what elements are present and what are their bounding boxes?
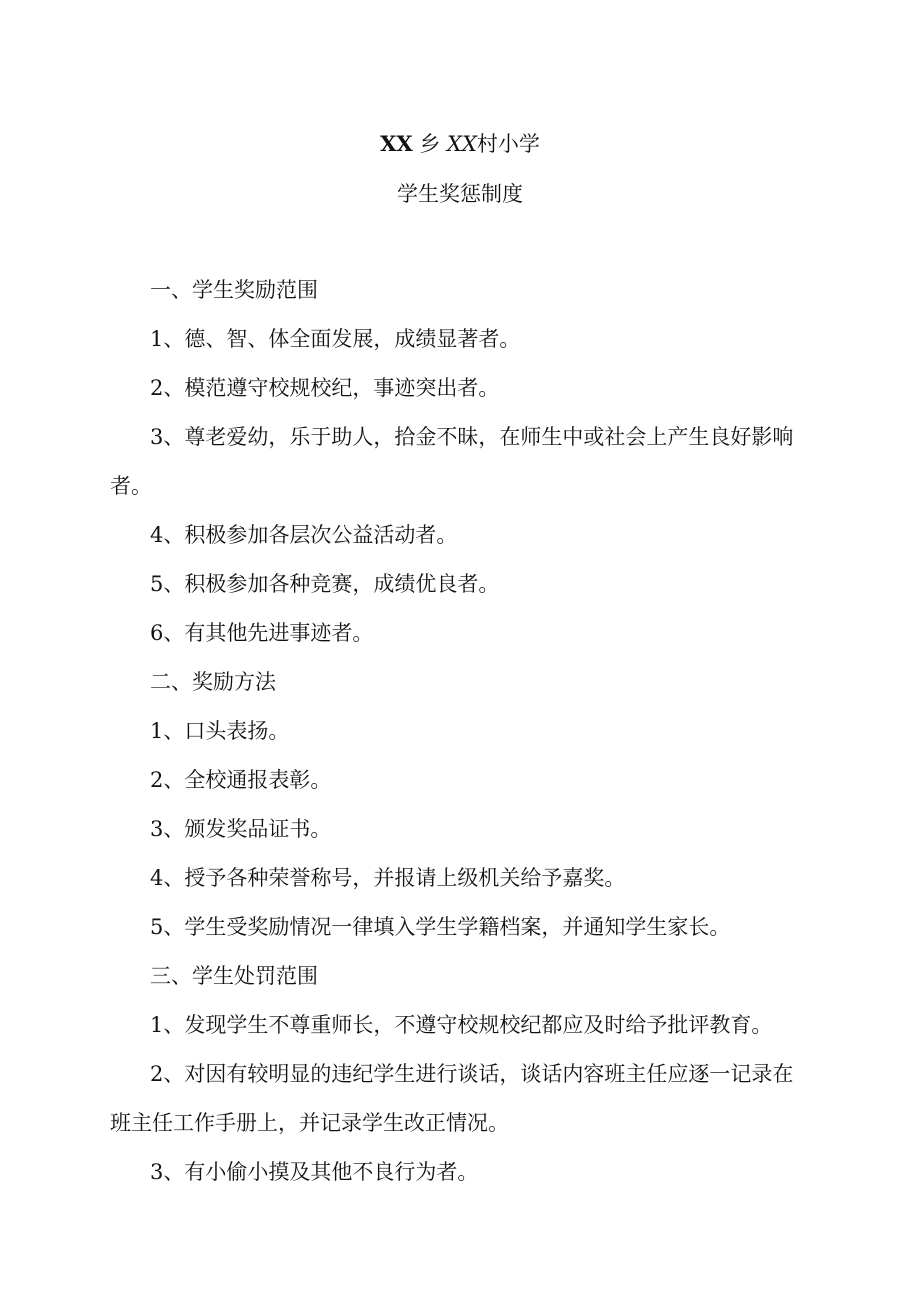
paragraph: 1、口头表扬。 bbox=[150, 719, 290, 743]
paragraph: 6、有其他先进事迹者。 bbox=[150, 621, 374, 645]
paragraph: 1、发现学生不尊重师长，不遵守校规校纪都应及时给予批评教育。 bbox=[150, 1013, 773, 1037]
paragraph: 5、积极参加各种竞赛，成绩优良者。 bbox=[150, 572, 500, 596]
title-prefix: XX bbox=[380, 131, 413, 156]
paragraph: 2、模范遵守校规校纪，事迹突出者。 bbox=[150, 376, 500, 400]
paragraph: 5、学生受奖励情况一律填入学生学籍档案，并通知学生家长。 bbox=[150, 915, 731, 939]
title-township: 乡 bbox=[412, 132, 448, 156]
section-heading-punishment-scope: 三、学生处罚范围 bbox=[150, 964, 318, 988]
paragraph-continuation: 班主任工作手册上，并记录学生改正情况。 bbox=[110, 1111, 509, 1135]
title-village: XX bbox=[447, 132, 477, 156]
title-school: 村小学 bbox=[476, 132, 540, 156]
section-heading-reward-methods: 二、奖励方法 bbox=[150, 670, 276, 694]
section-heading-reward-scope: 一、学生奖励范围 bbox=[150, 278, 318, 302]
paragraph: 2、对因有较明显的违纪学生进行谈话，谈话内容班主任应逐一记录在 bbox=[150, 1062, 794, 1086]
paragraph: 3、颁发奖品证书。 bbox=[150, 817, 332, 841]
paragraph: 4、积极参加各层次公益活动者。 bbox=[150, 523, 458, 547]
paragraph-continuation: 者。 bbox=[110, 474, 152, 498]
paragraph: 3、尊老爱幼，乐于助人，拾金不昧，在师生中或社会上产生良好影响 bbox=[150, 425, 794, 449]
document-subtitle: 学生奖惩制度 bbox=[397, 182, 523, 206]
paragraph: 3、有小偷小摸及其他不良行为者。 bbox=[150, 1160, 479, 1184]
document-title bbox=[0, 130, 920, 158]
paragraph: 2、全校通报表彰。 bbox=[150, 768, 332, 792]
paragraph: 1、德、智、体全面发展，成绩显著者。 bbox=[150, 327, 521, 351]
paragraph: 4、授予各种荣誉称号，并报请上级机关给予嘉奖。 bbox=[150, 866, 626, 890]
